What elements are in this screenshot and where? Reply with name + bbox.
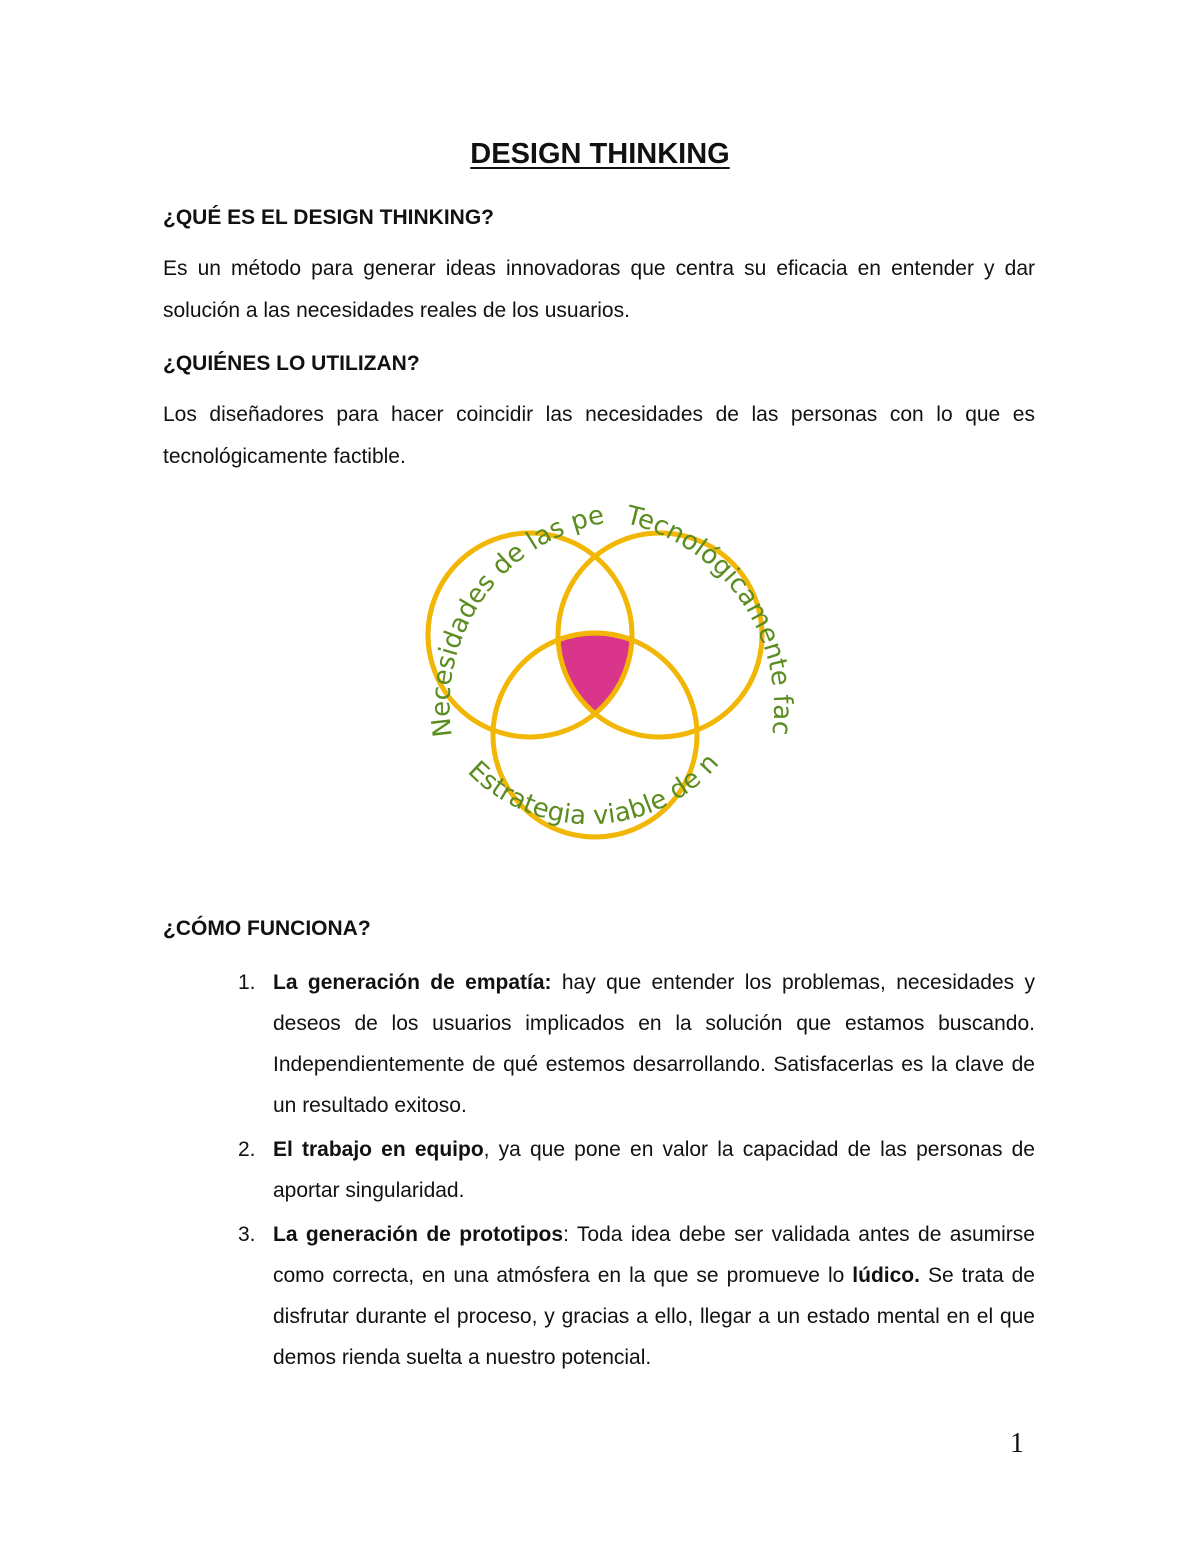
list-item-title: La generación de prototipos — [273, 1223, 564, 1246]
venn-label-people: Necesidades de las pe — [426, 500, 607, 739]
list-item-number: 1. — [238, 971, 256, 994]
list-item-title: El trabajo en equipo — [273, 1138, 484, 1161]
section-paragraph-what: Es un método para generar ideas innovadoras que centra su eficacia en entender y dar solución a las necesidades reales de los usuarios. — [163, 257, 1035, 322]
section-paragraph-who: Los diseñadores para hacer coincidir las necesidades de las personas con lo que es tecnológicamente factible. — [163, 403, 1035, 468]
list-item — [163, 962, 1035, 1126]
how-it-works-list — [163, 962, 1035, 1381]
section-heading-who: ¿QUIÉNES LO UTILIZAN? — [163, 352, 420, 375]
list-item-emphasis: lúdico. — [852, 1264, 920, 1287]
page-number: 1 — [1010, 1428, 1024, 1459]
page-title: DESIGN THINKING — [470, 138, 730, 170]
list-item — [163, 1214, 1035, 1378]
venn-diagram — [370, 490, 830, 890]
list-item-title: La generación de empatía: — [273, 971, 552, 994]
section-heading-how: ¿CÓMO FUNCIONA? — [163, 917, 371, 940]
list-item-number: 2. — [238, 1138, 256, 1161]
list-item — [163, 1129, 1035, 1211]
venn-label-business: Estrategia viable de n — [462, 747, 725, 832]
venn-label-technology: Tecnológicamente fac — [623, 500, 798, 737]
list-item-text: : Toda idea debe ser validada antes de asumirse como correcta, en una atmósfera en la que se promueve lo — [273, 1223, 1035, 1287]
list-item-number: 3. — [238, 1223, 256, 1246]
list-item-text: hay que entender los problemas, necesidades y deseos de los usuarios implicados en la solución que estamos buscando. Independientemente de qué estemos desarrollando. Satisfacerlas es la clave de un resultado exitoso. — [273, 971, 1035, 1117]
list-item-text: , ya que pone en valor la capacidad de las personas de aportar singularidad. — [273, 1138, 1035, 1202]
section-heading-what: ¿QUÉ ES EL DESIGN THINKING? — [163, 206, 494, 229]
list-item-text-continued: Se trata de disfrutar durante el proceso, y gracias a ello, llegar a un estado mental en el que demos rienda suelta a nuestro potencial. — [273, 1264, 1035, 1369]
